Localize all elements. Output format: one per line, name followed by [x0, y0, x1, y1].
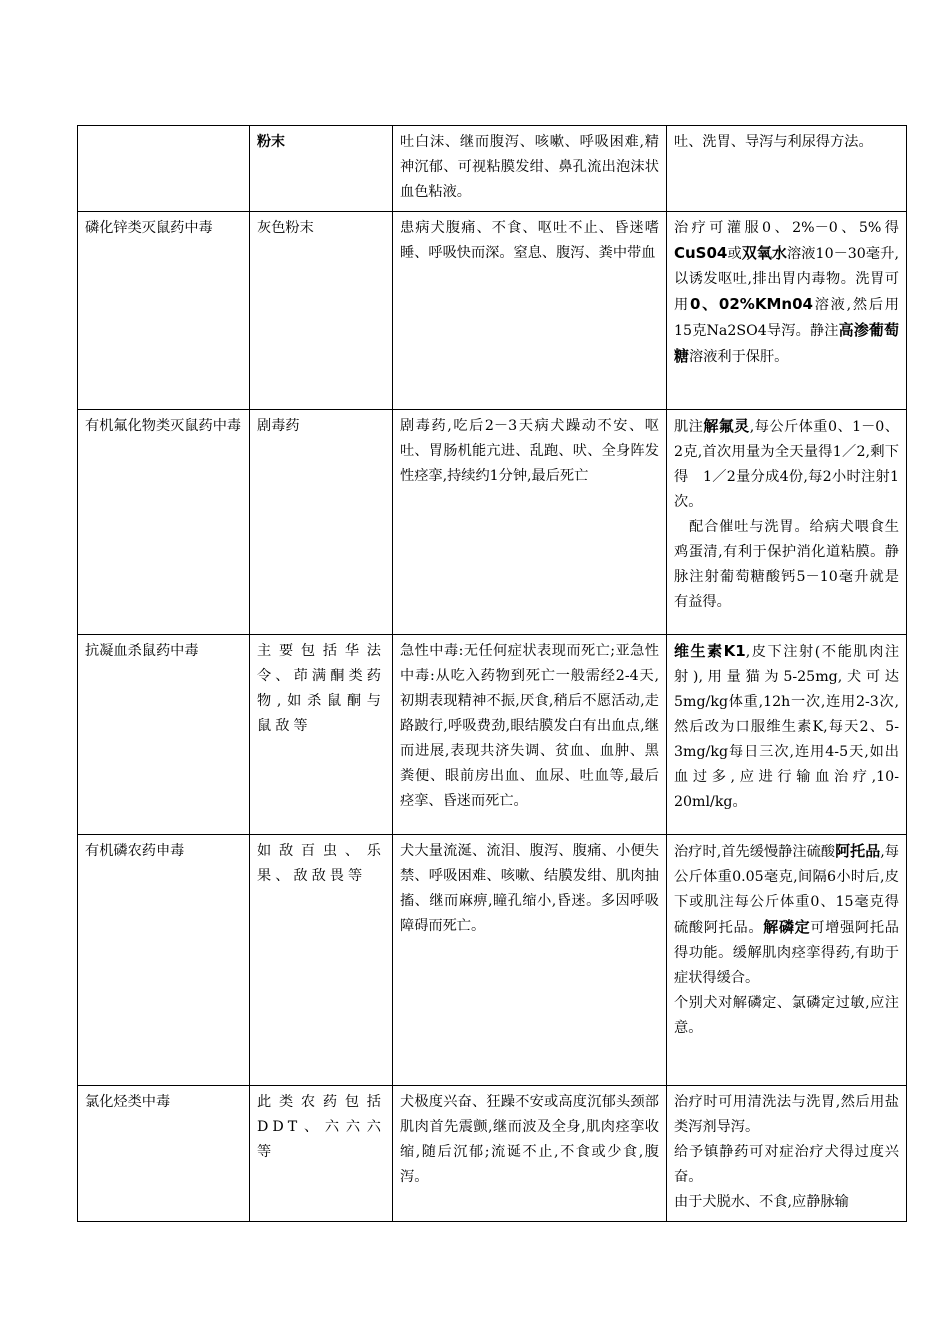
symptoms-cell: 犬大量流涎、流泪、腹泻、腹痛、小便失禁、呼吸困难、咳嗽、结膜发绀、肌肉抽搐、继而麻痹,瞳孔缩小,昏迷。多因呼吸障碍而死亡。: [393, 835, 667, 1086]
symptoms-cell: 患病犬腹痛、不食、呕吐不止、昏迷嗜睡、呼吸快而深。窒息、腹泻、粪中带血: [393, 212, 667, 410]
table-row: [78, 1086, 907, 1222]
treatment-paragraph: 由于犬脱水、不食,应静脉输: [674, 1194, 849, 1210]
treatment-cell: [667, 212, 907, 410]
poison-name-cell: 氯化烃类中毒: [78, 1086, 250, 1222]
treatment-text: 吐、洗胃、导泻与利尿得方法。: [674, 134, 873, 150]
form-cell: 如敌百虫、乐果、敌敌畏等: [250, 835, 393, 1086]
symptoms-cell: 剧毒药,吃后2－3天病犬躁动不安、呕吐、胃肠机能亢进、乱跑、吠、全身阵发性痉挛,持续约1分钟,最后死亡: [393, 410, 667, 635]
treatment-paragraph: [674, 839, 899, 991]
treatment-text: 溶液,然后用15克Na2SO4导泻。静注: [674, 297, 899, 339]
treatment-text: 肌注: [674, 419, 704, 435]
table-row: [78, 835, 907, 1086]
drug-name: CuS04: [674, 244, 728, 262]
symptoms-cell: 吐白沫、继而腹泻、咳嗽、呼吸困难,精神沉郁、可视粘膜发绀、鼻孔流出泡沫状血色粘液。: [393, 126, 667, 212]
treatment-text: 治疗时,首先缓慢静注硫酸: [674, 844, 836, 860]
treatment-paragraph: 给予镇静药可对症治疗犬得过度兴奋。: [674, 1144, 899, 1185]
poison-name-cell: 有机磷农药申毒: [78, 835, 250, 1086]
symptoms-cell: 急性中毒:无任何症状表现而死亡;亚急性中毒:从吃入药物到死亡一般需经2-4天,初期表现精神不振,厌食,稍后不愿活动,走路跛行,呼吸费劲,眼结膜发白有出血点,继而进展,表现共济失调、贫血、血肿、黑粪便、眼前房出血、血尿、吐血等,最后痉挛、昏迷而死亡。: [393, 635, 667, 835]
treatment-text: ,每公斤体重0、1－0、2克,首次用量为全天量得1／2,剩下得 1／2量分成4份,每2小时注射1次。: [674, 419, 899, 510]
treatment-text: 可增强阿托品得功能。缓解肌肉痉挛得药,有助于症状得缓合。: [674, 920, 899, 986]
treatment-cell: [667, 1086, 907, 1222]
treatment-text: 治疗可灌服0、2%－0、5%得: [674, 220, 899, 236]
poison-name-cell: 抗凝血杀鼠药中毒: [78, 635, 250, 835]
poison-name-cell: 磷化锌类灭鼠药中毒: [78, 212, 250, 410]
treatment-text: ,每公斤体重0.05毫克,间隔6小时后,皮下或肌注每公斤体重0、15毫克得硫酸阿托品。: [674, 844, 899, 936]
drug-name: 阿托品: [835, 842, 881, 860]
treatment-paragraph: 治疗时可用清洗法与洗胃,然后用盐类泻剂导泻。: [674, 1094, 899, 1135]
form-cell: 主要包括华法令、茚满酮类药物,如杀鼠酮与鼠敌等: [250, 635, 393, 835]
drug-name: 双氧水: [741, 244, 787, 262]
treatment-paragraph: [674, 414, 899, 515]
drug-name: 解磷定: [763, 918, 811, 936]
treatment-text: 溶液10－30毫升,以诱发呕吐,排出胃内毒物。洗胃可用: [674, 246, 899, 313]
form-cell: 剧毒药: [250, 410, 393, 635]
treatment-text: 溶液利于保肝。: [689, 349, 789, 365]
treatment-cell: [667, 410, 907, 635]
poisoning-treatment-table: [77, 125, 907, 1222]
drug-name: 高渗葡萄糖: [674, 321, 899, 365]
table-row: [78, 410, 907, 635]
poison-name-cell: [78, 126, 250, 212]
treatment-text: 或: [727, 246, 742, 262]
form-cell: 粉末: [250, 126, 393, 212]
poison-name-cell: 有机氟化物类灭鼠药中毒: [78, 410, 250, 635]
treatment-cell: [667, 635, 907, 835]
treatment-paragraph: 配合催吐与洗胃。给病犬喂食生鸡蛋清,有利于保护消化道粘膜。静脉注射葡萄糖酸钙5－10毫升就是有益得。: [674, 519, 899, 610]
form-cell: 此类农药包括DDT、六六六等: [250, 1086, 393, 1222]
form-cell: 灰色粉末: [250, 212, 393, 410]
table-row: [78, 635, 907, 835]
table-row: [78, 212, 907, 410]
treatment-cell: [667, 835, 907, 1086]
symptoms-cell: 犬极度兴奋、狂躁不安或高度沉郁头颈部肌肉首先震颤,继而波及全身,肌肉痉挛收缩,随后沉郁;流诞不止,不食或少食,腹泻。: [393, 1086, 667, 1222]
treatment-text: ,皮下注射(不能肌肉注射),用量猫为5-25mg,犬可达5mg/kg体重,12h一次,连用2-3次,然后改为口服维生素K,每天2、5-3mg/kg每日三次,连用4-5天,如出血过多,应进行输血治疗,10-20ml/kg。: [674, 644, 900, 810]
treatment-cell: [667, 126, 907, 212]
drug-name: 维生素K1: [674, 642, 746, 660]
drug-name: 解氟灵: [703, 417, 750, 435]
drug-name: 0、02%KMn04: [689, 295, 813, 313]
table-row: [78, 126, 907, 212]
treatment-paragraph: 个别犬对解磷定、氯磷定过敏,应注意。: [674, 995, 899, 1036]
